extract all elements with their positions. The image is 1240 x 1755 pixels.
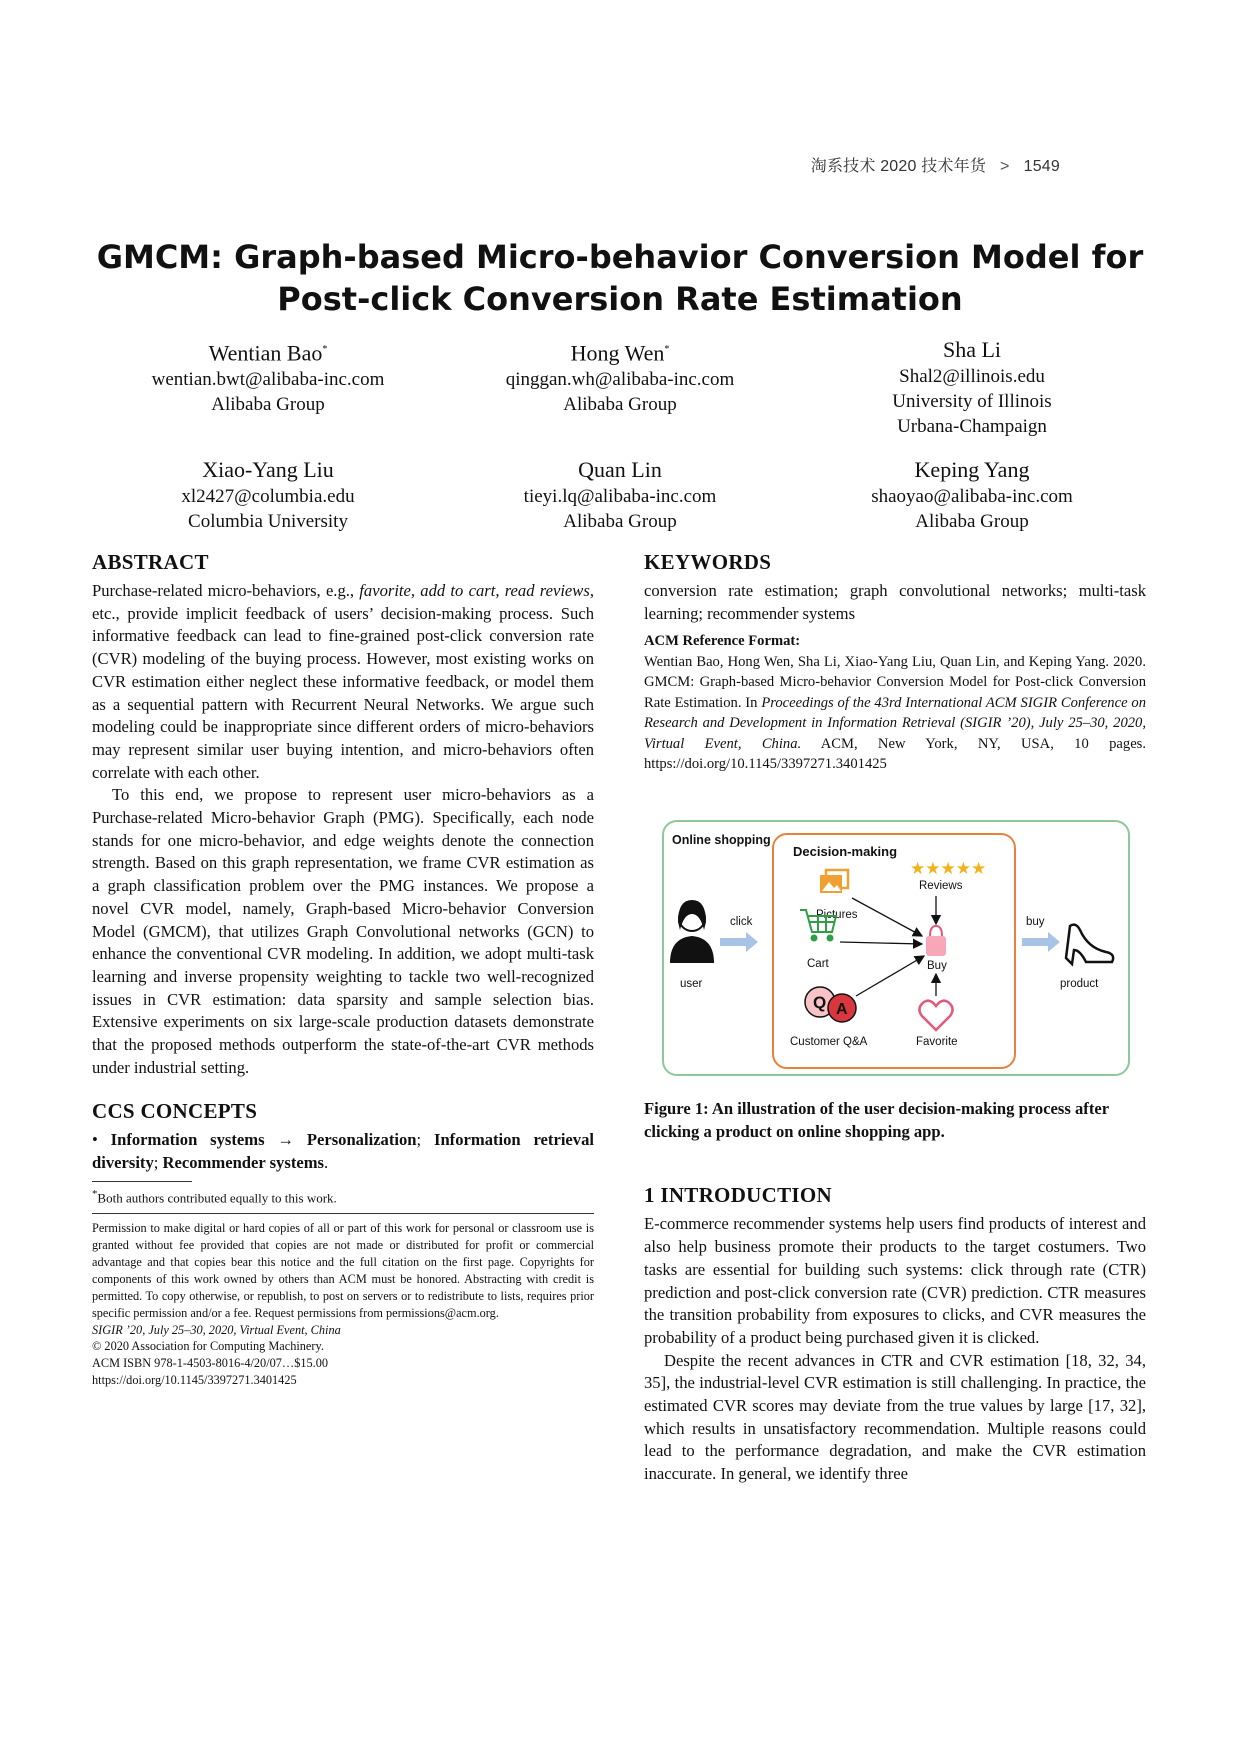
- author-affiliation: Alibaba Group: [211, 394, 325, 416]
- conference-line: SIGIR ’20, July 25–30, 2020, Virtual Event, China: [92, 1322, 341, 1337]
- footnote-text: Both authors contributed equally to this work.: [97, 1190, 337, 1206]
- author-name: Quan Lin: [578, 457, 662, 482]
- author-affiliation: Alibaba Group: [563, 511, 677, 532]
- paper-title: [90, 236, 1150, 320]
- ccs-separator: ;: [416, 1130, 422, 1150]
- authors-row-2: [92, 456, 1148, 534]
- footnote-mark: *: [92, 1187, 98, 1200]
- figure-1: [660, 818, 1132, 1078]
- author-email[interactable]: tieyi.lq@alibaba-inc.com: [523, 486, 717, 507]
- abstract-italic: favorite, add to cart, read reviews: [359, 581, 590, 600]
- ccs-concepts: [92, 1129, 594, 1174]
- page-number: 1549: [1023, 158, 1060, 175]
- author-affiliation: Alibaba Group: [563, 394, 677, 416]
- right-column-lower: [644, 1098, 1146, 1486]
- ccs-concept: Information systems: [110, 1130, 265, 1150]
- author-email[interactable]: qinggan.wh@alibaba-inc.com: [505, 369, 735, 391]
- isbn-line: ACM ISBN 978-1-4503-8016-4/20/07…$15.00: [92, 1356, 329, 1371]
- equal-contrib-mark: *: [664, 344, 670, 355]
- customer-qa-label: Customer Q&A: [790, 1036, 868, 1048]
- author-block: [92, 336, 444, 439]
- title-line-2: Post-click Conversion Rate Estimation: [277, 280, 963, 318]
- ccs-concept: Recommender systems: [162, 1153, 324, 1173]
- equal-contrib-mark: *: [322, 344, 328, 355]
- author-block: [444, 456, 796, 534]
- author-email[interactable]: Shal2@illinois.edu: [899, 366, 1045, 387]
- favorite-label: Favorite: [916, 1036, 958, 1048]
- abstract-paragraph-2: To this end, we propose to represent user micro-behaviors as a Purchase-related Micro-behavior Graph (PMG). Specifically, each node stands for one micro-behavior, and edge weights denote the connection strength. Based on this graph representation, we frame CVR estimation as a graph classification problem over the PMG instances. We propose a novel CVR model, namely, Graph-based Micro-behavior Conversion Model (GMCM), that utilizes Graph Convolutional networks (GCN) to enhance the conventional CVR modeling. In addition, we adopt multi-task learning and inverse propensity weighting to tackle two well-recognized issues in CVR estimation: data sparsity and sample selection bias. Extensive experiments on six large-scale production datasets demonstrate that the proposed methods outperform the state-of-the-art CVR methods under industrial setting.: [92, 785, 594, 1077]
- author-affiliation-line2: Urbana-Champaign: [897, 416, 1047, 437]
- reviews-stars-icon: ★★★★★: [910, 859, 987, 878]
- running-title: 淘系技术 2020 技术年货: [810, 158, 987, 175]
- ccs-bullet: •: [92, 1130, 98, 1150]
- author-affiliation: Columbia University: [188, 511, 348, 532]
- acm-ref-heading: ACM Reference Format:: [644, 633, 801, 650]
- author-block: [444, 336, 796, 439]
- author-name: Keping Yang: [914, 457, 1030, 482]
- left-column: [92, 548, 594, 1389]
- author-name: Sha Li: [942, 337, 1002, 362]
- author-block: [796, 336, 1148, 439]
- reviews-label: Reviews: [919, 880, 963, 892]
- product-label: product: [1060, 978, 1099, 990]
- abstract-paragraph-1: [92, 580, 594, 784]
- author-name: Wentian Bao: [208, 340, 323, 366]
- acm-ref-venue: Proceedings of the 43rd International ACM SIGIR Conference on Research and Development in Information Retrieval (SIGIR ’20), July 25–30, 2020, Virtual Event, China.: [644, 694, 1146, 752]
- footnote-rule: [92, 1181, 192, 1182]
- intro-paragraph-2: Despite the recent advances in CTR and CVR estimation [18, 32, 34, 35], the industrial-level CVR estimation is still challenging. In practice, the estimated CVR scores may deviate from the true values by large [17, 32], which results in unsatisfactory recommendation. Multiple reasons could lead to the performance degradation, and make the CVR estimation inaccurate. In general, we identify three: [644, 1350, 1146, 1484]
- click-label: click: [730, 916, 753, 928]
- intro-heading: 1 INTRODUCTION: [644, 1183, 832, 1208]
- author-email[interactable]: shaoyao@alibaba-inc.com: [871, 486, 1073, 507]
- abstract-text: Purchase-related micro-behaviors, e.g.,: [92, 581, 360, 600]
- online-shopping-label: Online shopping: [672, 833, 771, 847]
- author-block: [796, 456, 1148, 534]
- running-header: [811, 153, 1060, 176]
- buy-label: buy: [1026, 916, 1045, 928]
- doi-line[interactable]: https://doi.org/10.1145/3397271.3401425: [92, 1373, 297, 1388]
- author-affiliation: Alibaba Group: [915, 511, 1029, 532]
- author-affiliation: University of Illinois: [892, 391, 1052, 412]
- author-block: [92, 456, 444, 534]
- ccs-concept: Information retrieval diversity: [92, 1130, 594, 1173]
- author-email[interactable]: xl2427@columbia.edu: [181, 486, 355, 507]
- figure-1-diagram: [660, 818, 1132, 1078]
- ccs-concept: Personalization: [306, 1130, 417, 1150]
- abstract-heading: ABSTRACT: [92, 550, 209, 574]
- author-name: Hong Wen: [570, 340, 665, 366]
- decision-making-label: Decision-making: [793, 844, 898, 859]
- footnote: [92, 1186, 594, 1207]
- ccs-arrow: →: [277, 1130, 294, 1150]
- header-separator: >: [1000, 158, 1010, 175]
- qa-a-letter: A: [836, 1001, 848, 1018]
- author-name: Xiao-Yang Liu: [202, 457, 334, 482]
- right-column: [644, 548, 1146, 775]
- acm-ref-part: ACM, New York, NY, USA, 10 pages. https://doi.org/10.1145/3397271.3401425: [644, 735, 1146, 773]
- ccs-heading: CCS CONCEPTS: [92, 1099, 258, 1124]
- title-line-1: GMCM: Graph-based Micro-behavior Conversion Model for: [96, 238, 1144, 276]
- authors-row-1: [92, 336, 1148, 439]
- permission-notice: Permission to make digital or hard copies of all or part of this work for personal or classroom use is granted without fee provided that copies are not made or distributed for profit or commercial advantage and that copies bear this notice and the full citation on the first page. Copyrights for components of this work owned by others than ACM must be honored. Abstracting with credit is permitted. To copy otherwise, or republish, to post on servers or to redistribute to lists, requires prior specific permission and/or a fee. Request permissions from permissions@acm.org.: [92, 1221, 594, 1320]
- author-email[interactable]: wentian.bwt@alibaba-inc.com: [151, 369, 385, 391]
- user-label: user: [680, 978, 703, 990]
- ccs-separator: ;: [153, 1153, 159, 1173]
- keywords-text: conversion rate estimation; graph convolutional networks; multi-task learning; recommender systems: [644, 581, 1146, 623]
- figure-caption: Figure 1: An illustration of the user decision-making process after clicking a product on online shopping app.: [644, 1099, 1109, 1141]
- ccs-end: .: [324, 1153, 329, 1173]
- permission-rule: [92, 1213, 594, 1214]
- keywords-heading: KEYWORDS: [644, 550, 772, 574]
- pictures-label: Pictures: [816, 909, 858, 921]
- intro-paragraph-1: E-commerce recommender systems help users find products of interest and also help business promote their products to the target costumers. Two tasks are essential for building such systems: click through rate (CTR) prediction and post-click conversion rate (CVR) prediction. CTR measures the transition probability from exposures to clicks, and CVR measures the probability of a product being purchased given it is clicked.: [644, 1214, 1146, 1347]
- copyright-line: © 2020 Association for Computing Machinery.: [92, 1339, 324, 1354]
- acm-ref-text: [644, 652, 1146, 775]
- acm-ref-part: Wentian Bao, Hong Wen, Sha Li, Xiao-Yang Liu, Quan Lin, and Keping Yang. 2020. GMCM: Graph-based Micro-behavior Conversion Model for Post-click Conversion Rate Estimation. In: [644, 653, 1146, 711]
- cart-label: Cart: [807, 958, 829, 970]
- abstract-text: , etc., provide implicit feedback of users’ decision-making process. Such informative feedback can lead to fine-grained post-click conversion rate (CVR) modeling of the buying process. However, most existing works on CVR estimation either neglect these informative feedback, or model them as a sequential pattern with Recurrent Neural Networks. We argue such modeling could be inappropriate since different orders of micro-behaviors may represent similar user buying intention, and micro-behaviors often correlate with each other.: [92, 581, 594, 782]
- buy-node-label: Buy: [927, 960, 947, 972]
- qa-q-letter: Q: [813, 993, 827, 1012]
